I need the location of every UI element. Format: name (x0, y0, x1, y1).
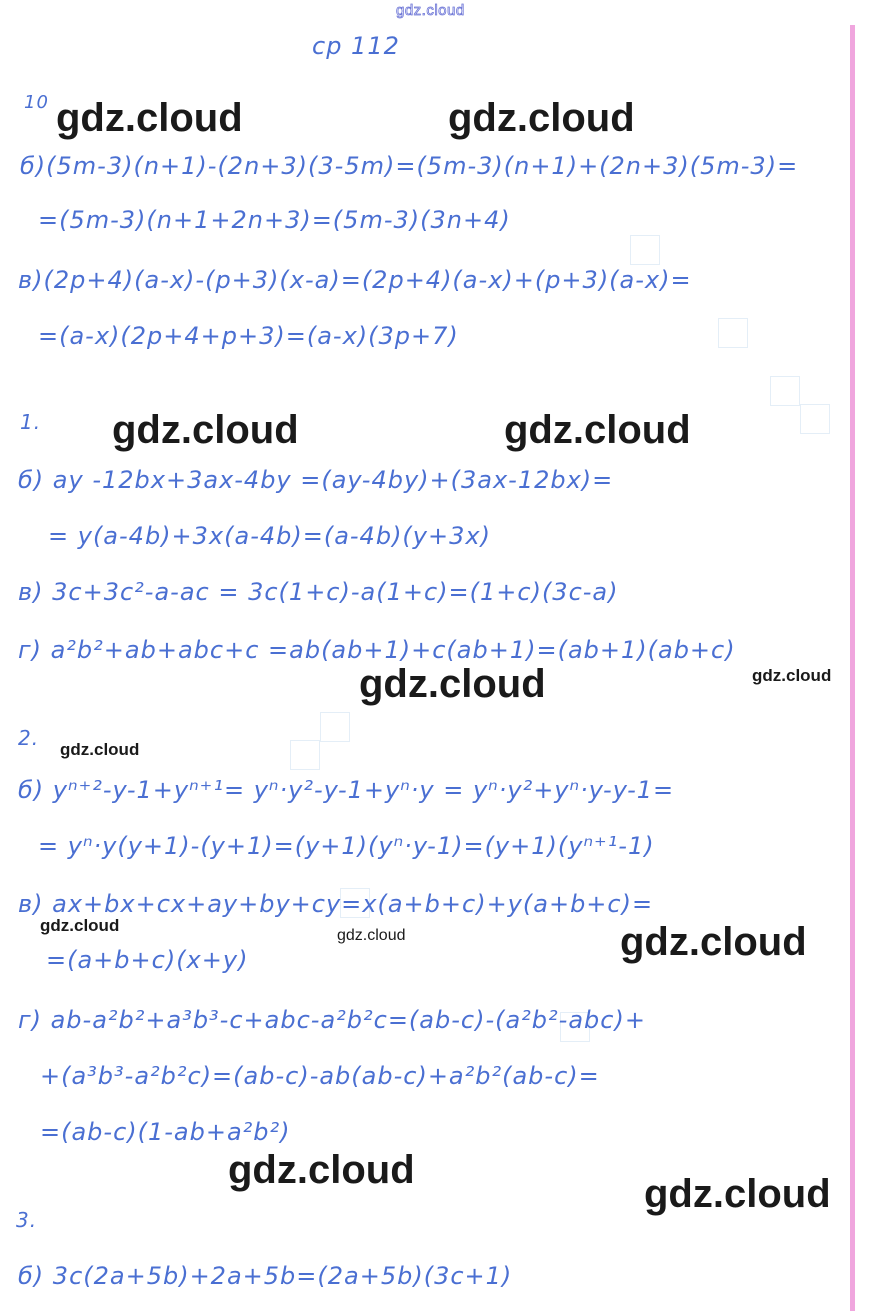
section-10-b-line2: =(5m-3)(n+1+2n+3)=(5m-3)(3n+4) (38, 206, 511, 234)
watermark: gdz.cloud (337, 927, 406, 944)
section-2-v-line2: =(a+b+c)(x+y) (46, 946, 249, 974)
margin-line (850, 25, 855, 1311)
grid-ghost (290, 740, 320, 770)
watermark: gdz.cloud (620, 920, 807, 964)
watermark: gdz.cloud (752, 666, 832, 685)
section-1-v-line1: в) 3c+3c²-a-ac = 3c(1+c)-a(1+c)=(1+c)(3c-a) (18, 578, 619, 606)
watermark: gdz.cloud (448, 96, 635, 140)
section-2-b-line1: б) yⁿ⁺²-y-1+yⁿ⁺¹= yⁿ·y²-y-1+yⁿ·y = yⁿ·y²+yⁿ·y-y-1= (18, 776, 675, 804)
grid-ghost (800, 404, 830, 434)
watermark: gdz.cloud (56, 96, 243, 140)
section-1-number: 1. (20, 410, 42, 434)
grid-ghost (630, 235, 660, 265)
section-3-b-line1: б) 3c(2a+5b)+2a+5b=(2a+5b)(3c+1) (18, 1262, 513, 1290)
section-1-g-line1: г) a²b²+ab+abc+c =ab(ab+1)+c(ab+1)=(ab+1)(ab+c) (18, 636, 736, 664)
section-1-b-line1: б) ay -12bx+3ax-4by =(ay-4by)+(3ax-12bx)= (18, 466, 614, 494)
section-10-v-line1: в)(2p+4)(a-x)-(p+3)(x-a)=(2p+4)(a-x)+(p+3)(a-x)= (18, 266, 692, 294)
header-watermark: gdz.cloud (396, 2, 465, 19)
section-2-number: 2. (18, 726, 40, 750)
watermark: gdz.cloud (359, 662, 546, 706)
section-1-b-line2: = y(a-4b)+3x(a-4b)=(a-4b)(y+3x) (48, 522, 491, 550)
page-label: ср 112 (312, 32, 400, 60)
watermark: gdz.cloud (112, 408, 299, 452)
section-10-number: 10 (24, 92, 49, 113)
section-2-v-line1: в) ax+bx+cx+ay+by+cy=x(a+b+c)+y(a+b+c)= (18, 890, 654, 918)
grid-ghost (320, 712, 350, 742)
section-2-g-line1: г) ab-a²b²+a³b³-c+abc-a²b²c=(ab-c)-(a²b²-abc)+ (18, 1006, 646, 1034)
watermark: gdz.cloud (504, 408, 691, 452)
section-2-g-line3: =(ab-c)(1-ab+a²b²) (40, 1118, 291, 1146)
grid-ghost (770, 376, 800, 406)
section-2-b-line2: = yⁿ·y(y+1)-(y+1)=(y+1)(yⁿ·y-1)=(y+1)(yⁿ⁺¹-1) (38, 832, 655, 860)
watermark: gdz.cloud (60, 740, 140, 759)
section-3-number: 3. (16, 1208, 38, 1232)
section-10-b-line1: б)(5m-3)(n+1)-(2n+3)(3-5m)=(5m-3)(n+1)+(2n+3)(5m-3)= (20, 152, 799, 180)
section-10-v-line2: =(a-x)(2p+4+p+3)=(a-x)(3p+7) (38, 322, 459, 350)
watermark: gdz.cloud (40, 916, 120, 935)
watermark: gdz.cloud (228, 1148, 415, 1192)
grid-ghost (718, 318, 748, 348)
section-2-g-line2: +(a³b³-a²b²c)=(ab-c)-ab(ab-c)+a²b²(ab-c)= (40, 1062, 600, 1090)
watermark: gdz.cloud (644, 1172, 831, 1216)
